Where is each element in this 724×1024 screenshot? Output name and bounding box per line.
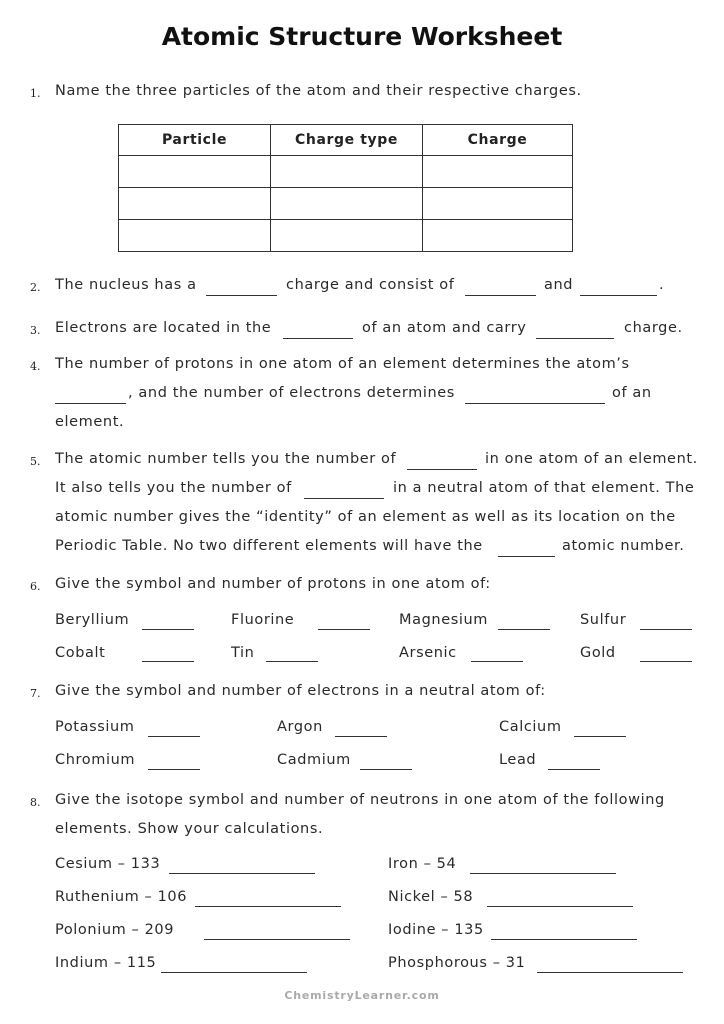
answer-cell[interactable] <box>271 156 423 188</box>
answer-cell[interactable] <box>119 156 271 188</box>
element-label: Lead <box>499 752 537 768</box>
element-label: Gold <box>580 645 616 661</box>
question-text: and <box>544 277 574 293</box>
answer-blank[interactable] <box>55 403 126 404</box>
isotope-label: Ruthenium – 106 <box>55 889 188 905</box>
question-text: of an atom and carry <box>362 320 527 336</box>
answer-cell[interactable] <box>271 188 423 220</box>
answer-blank[interactable] <box>195 906 341 907</box>
answer-blank[interactable] <box>574 736 626 737</box>
table-header-row <box>119 125 573 156</box>
answer-blank[interactable] <box>204 939 350 940</box>
answer-blank[interactable] <box>640 661 692 662</box>
isotope-label: Cesium – 133 <box>55 856 161 872</box>
answer-blank[interactable] <box>465 403 605 404</box>
question-number: 7. <box>30 687 41 700</box>
element-label: Arsenic <box>399 645 457 661</box>
table-header-cell: Charge <box>423 125 573 156</box>
element-label: Chromium <box>55 752 136 768</box>
element-label: Cobalt <box>55 645 106 661</box>
answer-blank[interactable] <box>283 338 353 339</box>
answer-blank[interactable] <box>142 661 194 662</box>
question-text: The number of protons in one atom of an element determines the atom’s <box>55 356 630 372</box>
answer-cell[interactable] <box>119 188 271 220</box>
footer-credit: ChemistryLearner.com <box>284 989 440 1002</box>
question-text: charge and consist of <box>286 277 455 293</box>
answer-blank[interactable] <box>335 736 387 737</box>
answer-cell[interactable] <box>423 220 573 252</box>
element-label: Beryllium <box>55 612 130 628</box>
isotope-label: Iodine – 135 <box>388 922 484 938</box>
isotope-label: Polonium – 209 <box>55 922 175 938</box>
question-text: Periodic Table. No two different elements will have the <box>55 538 483 554</box>
answer-blank[interactable] <box>548 769 600 770</box>
isotope-label: Nickel – 58 <box>388 889 474 905</box>
question-number: 6. <box>30 580 41 593</box>
question-text: The atomic number tells you the number of <box>55 451 397 467</box>
isotope-label: Indium – 115 <box>55 955 157 971</box>
question-text: atomic number gives the “identity” of an element as well as its location on the <box>55 509 676 525</box>
answer-blank[interactable] <box>498 556 555 557</box>
question-text: element. <box>55 414 125 430</box>
answer-blank[interactable] <box>491 939 637 940</box>
table-row <box>119 156 573 188</box>
element-label: Tin <box>231 645 255 661</box>
particles-table <box>118 124 573 252</box>
question-text: , and the number of electrons determines <box>128 385 455 401</box>
element-label: Fluorine <box>231 612 295 628</box>
answer-blank[interactable] <box>318 629 370 630</box>
element-label: Calcium <box>499 719 562 735</box>
answer-blank[interactable] <box>498 629 550 630</box>
question-number: 8. <box>30 796 41 809</box>
question-text: charge. <box>624 320 683 336</box>
question-text: The nucleus has a <box>55 277 197 293</box>
answer-cell[interactable] <box>271 220 423 252</box>
answer-cell[interactable] <box>119 220 271 252</box>
question-text: in a neutral atom of that element. The <box>393 480 695 496</box>
question-text: of an <box>612 385 652 401</box>
question-number: 4. <box>30 360 41 373</box>
element-label: Potassium <box>55 719 135 735</box>
answer-blank[interactable] <box>148 736 200 737</box>
answer-blank[interactable] <box>537 972 683 973</box>
element-label: Argon <box>277 719 323 735</box>
answer-blank[interactable] <box>465 295 536 296</box>
question-text: in one atom of an element. <box>485 451 698 467</box>
answer-blank[interactable] <box>640 629 692 630</box>
element-label: Sulfur <box>580 612 627 628</box>
answer-blank[interactable] <box>206 295 277 296</box>
answer-blank[interactable] <box>360 769 412 770</box>
answer-blank[interactable] <box>148 769 200 770</box>
question-number: 2. <box>30 281 41 294</box>
answer-cell[interactable] <box>423 156 573 188</box>
answer-blank[interactable] <box>580 295 657 296</box>
answer-cell[interactable] <box>423 188 573 220</box>
answer-blank[interactable] <box>304 498 384 499</box>
table-header-cell: Charge type <box>271 125 423 156</box>
answer-blank[interactable] <box>169 873 315 874</box>
element-label: Cadmium <box>277 752 351 768</box>
isotope-label: Iron – 54 <box>388 856 457 872</box>
question-text: Give the isotope symbol and number of neutrons in one atom of the following <box>55 792 665 808</box>
question-text: elements. Show your calculations. <box>55 821 324 837</box>
answer-blank[interactable] <box>536 338 614 339</box>
question-number: 5. <box>30 455 41 468</box>
answer-blank[interactable] <box>266 661 318 662</box>
element-label: Magnesium <box>399 612 489 628</box>
answer-blank[interactable] <box>161 972 307 973</box>
question-text: . <box>659 277 665 293</box>
answer-blank[interactable] <box>142 629 194 630</box>
answer-blank[interactable] <box>470 873 616 874</box>
question-number: 1. <box>30 87 41 100</box>
answer-blank[interactable] <box>471 661 523 662</box>
question-number: 3. <box>30 324 41 337</box>
answer-blank[interactable] <box>487 906 633 907</box>
question-text: Electrons are located in the <box>55 320 272 336</box>
table-header-cell: Particle <box>119 125 271 156</box>
answer-blank[interactable] <box>407 469 477 470</box>
page-title: Atomic Structure Worksheet <box>161 22 563 51</box>
question-text: atomic number. <box>562 538 685 554</box>
question-text: Name the three particles of the atom and their respective charges. <box>55 83 582 99</box>
table-row <box>119 220 573 252</box>
question-text: Give the symbol and number of protons in one atom of: <box>55 576 491 592</box>
table-row <box>119 188 573 220</box>
question-text: It also tells you the number of <box>55 480 292 496</box>
question-text: Give the symbol and number of electrons in a neutral atom of: <box>55 683 546 699</box>
isotope-label: Phosphorous – 31 <box>388 955 526 971</box>
